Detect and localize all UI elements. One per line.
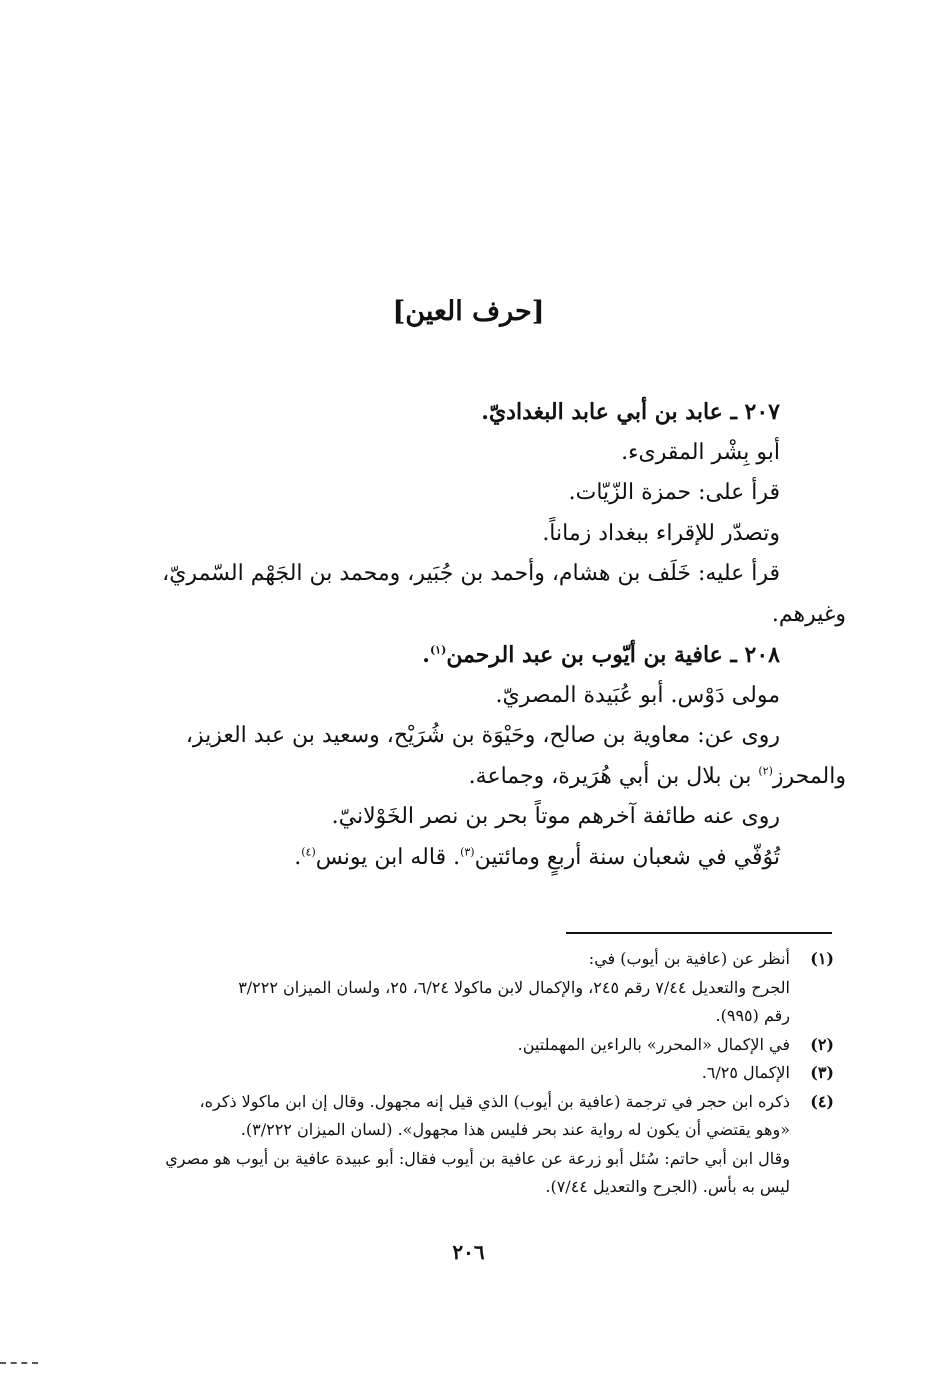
footnote-line: الجرح والتعديل ٧/٤٤ رقم ٢٤٥، والإكمال لابن ماكولا ٦/٢٤، ٢٥، ولسان الميزان ٣/٢٢٢ xyxy=(238,977,790,997)
footnote-number: (٣) xyxy=(810,1063,834,1082)
entry-208-students: روى عنه طائفة آخرهم موتاً بحر بن نصر الخَوْلانيّ. xyxy=(331,804,780,829)
footnote-line: أنظر عن (عافية بن أيوب) في: xyxy=(588,949,790,968)
footnotes xyxy=(108,945,834,1202)
footnote-line: «وهو يقتضي أن يكون له رواية عند بحر فليس هذا مجهول». (لسان الميزان ٣/٢٢٢). xyxy=(240,1120,790,1139)
footnote-line: في الإكمال «المحرر» بالراءين المهملتين. xyxy=(517,1034,790,1054)
footnote-line: ذكره ابن حجر في ترجمة (عافية بن أيوب) الذي قيل إنه مجهول. وقال إن ابن ماكولا ذكره، xyxy=(199,1091,790,1111)
entry-207-kunya: أبو بِشْر المقرىء. xyxy=(621,439,780,465)
footnote-line: الإكمال ٦/٢٥. xyxy=(701,1063,790,1082)
footnote-ref-3[interactable]: (٣) xyxy=(460,845,475,859)
footnote-line: رقم (٩٩٥). xyxy=(715,1006,790,1025)
entry-208-death: تُوُفّي في شعبان سنة أربعٍ ومائتين$^{(٣)}$. قاله ابن يونس$^{(٤)}$. xyxy=(294,844,780,870)
footnote-line: وقال ابن أبي حاتم: سُئل أبو زرعة عن عافية بن أيوب فقال: أبو عبيدة عافية بن أيوب هو مصري xyxy=(165,1148,790,1168)
entry-207-note: وتصدّر للإقراء ببغداد زماناً. xyxy=(542,520,780,546)
entry-207-teacher: قرأ على: حمزة الزّيّات. xyxy=(568,480,780,505)
entry-207-students-cont: وغيرهم. xyxy=(771,601,846,627)
entry-208-teachers: روى عن: معاوية بن صالح، وحَيْوَة بن شُرَيْح، وسعيد بن عبد العزيز، xyxy=(185,723,780,748)
footnote-3 xyxy=(108,1059,834,1088)
scan-edge-mark xyxy=(0,1362,38,1364)
footnote-ref-1[interactable]: (١) xyxy=(429,643,447,657)
entries-body xyxy=(110,392,846,878)
section-heading: [حرف العين] xyxy=(392,296,545,327)
entry-208-teachers-cont: والمحرز$^{(٢)}$ بن بلال بن أبي هُرَيرة، وجماعة. xyxy=(468,763,846,789)
entry-208-title: ٢٠٨ ـ عافية بن أيّوب بن عبد الرحمن$^{(١)}$. xyxy=(422,642,780,668)
entry-208-kunya: مولى دَوْس. أبو عُبَيدة المصريّ. xyxy=(495,682,780,708)
footnote-separator xyxy=(566,932,832,934)
footnote-ref-4[interactable]: (٤) xyxy=(301,845,316,859)
footnote-4-continuation xyxy=(108,1145,834,1202)
footnote-line: ليس به بأس. (الجرح والتعديل ٧/٤٤). xyxy=(545,1177,790,1196)
page-number: ٢٠٦ xyxy=(452,1240,485,1264)
footnote-number: (٤) xyxy=(810,1091,834,1111)
footnote-ref-2[interactable]: (٢) xyxy=(758,764,773,778)
footnote-2 xyxy=(108,1031,834,1060)
entry-207-students: قرأ عليه: خَلَف بن هشام، وأحمد بن جُبَير، ومحمد بن الجَهْم السّمريّ، xyxy=(162,561,780,586)
footnote-4 xyxy=(108,1088,834,1145)
footnote-1 xyxy=(108,945,834,1031)
entry-207-title: ٢٠٧ ـ عابد بن أبي عابد البغداديّ. xyxy=(481,399,780,425)
footnote-number: (١) xyxy=(810,949,834,968)
footnote-number: (٢) xyxy=(810,1034,834,1054)
